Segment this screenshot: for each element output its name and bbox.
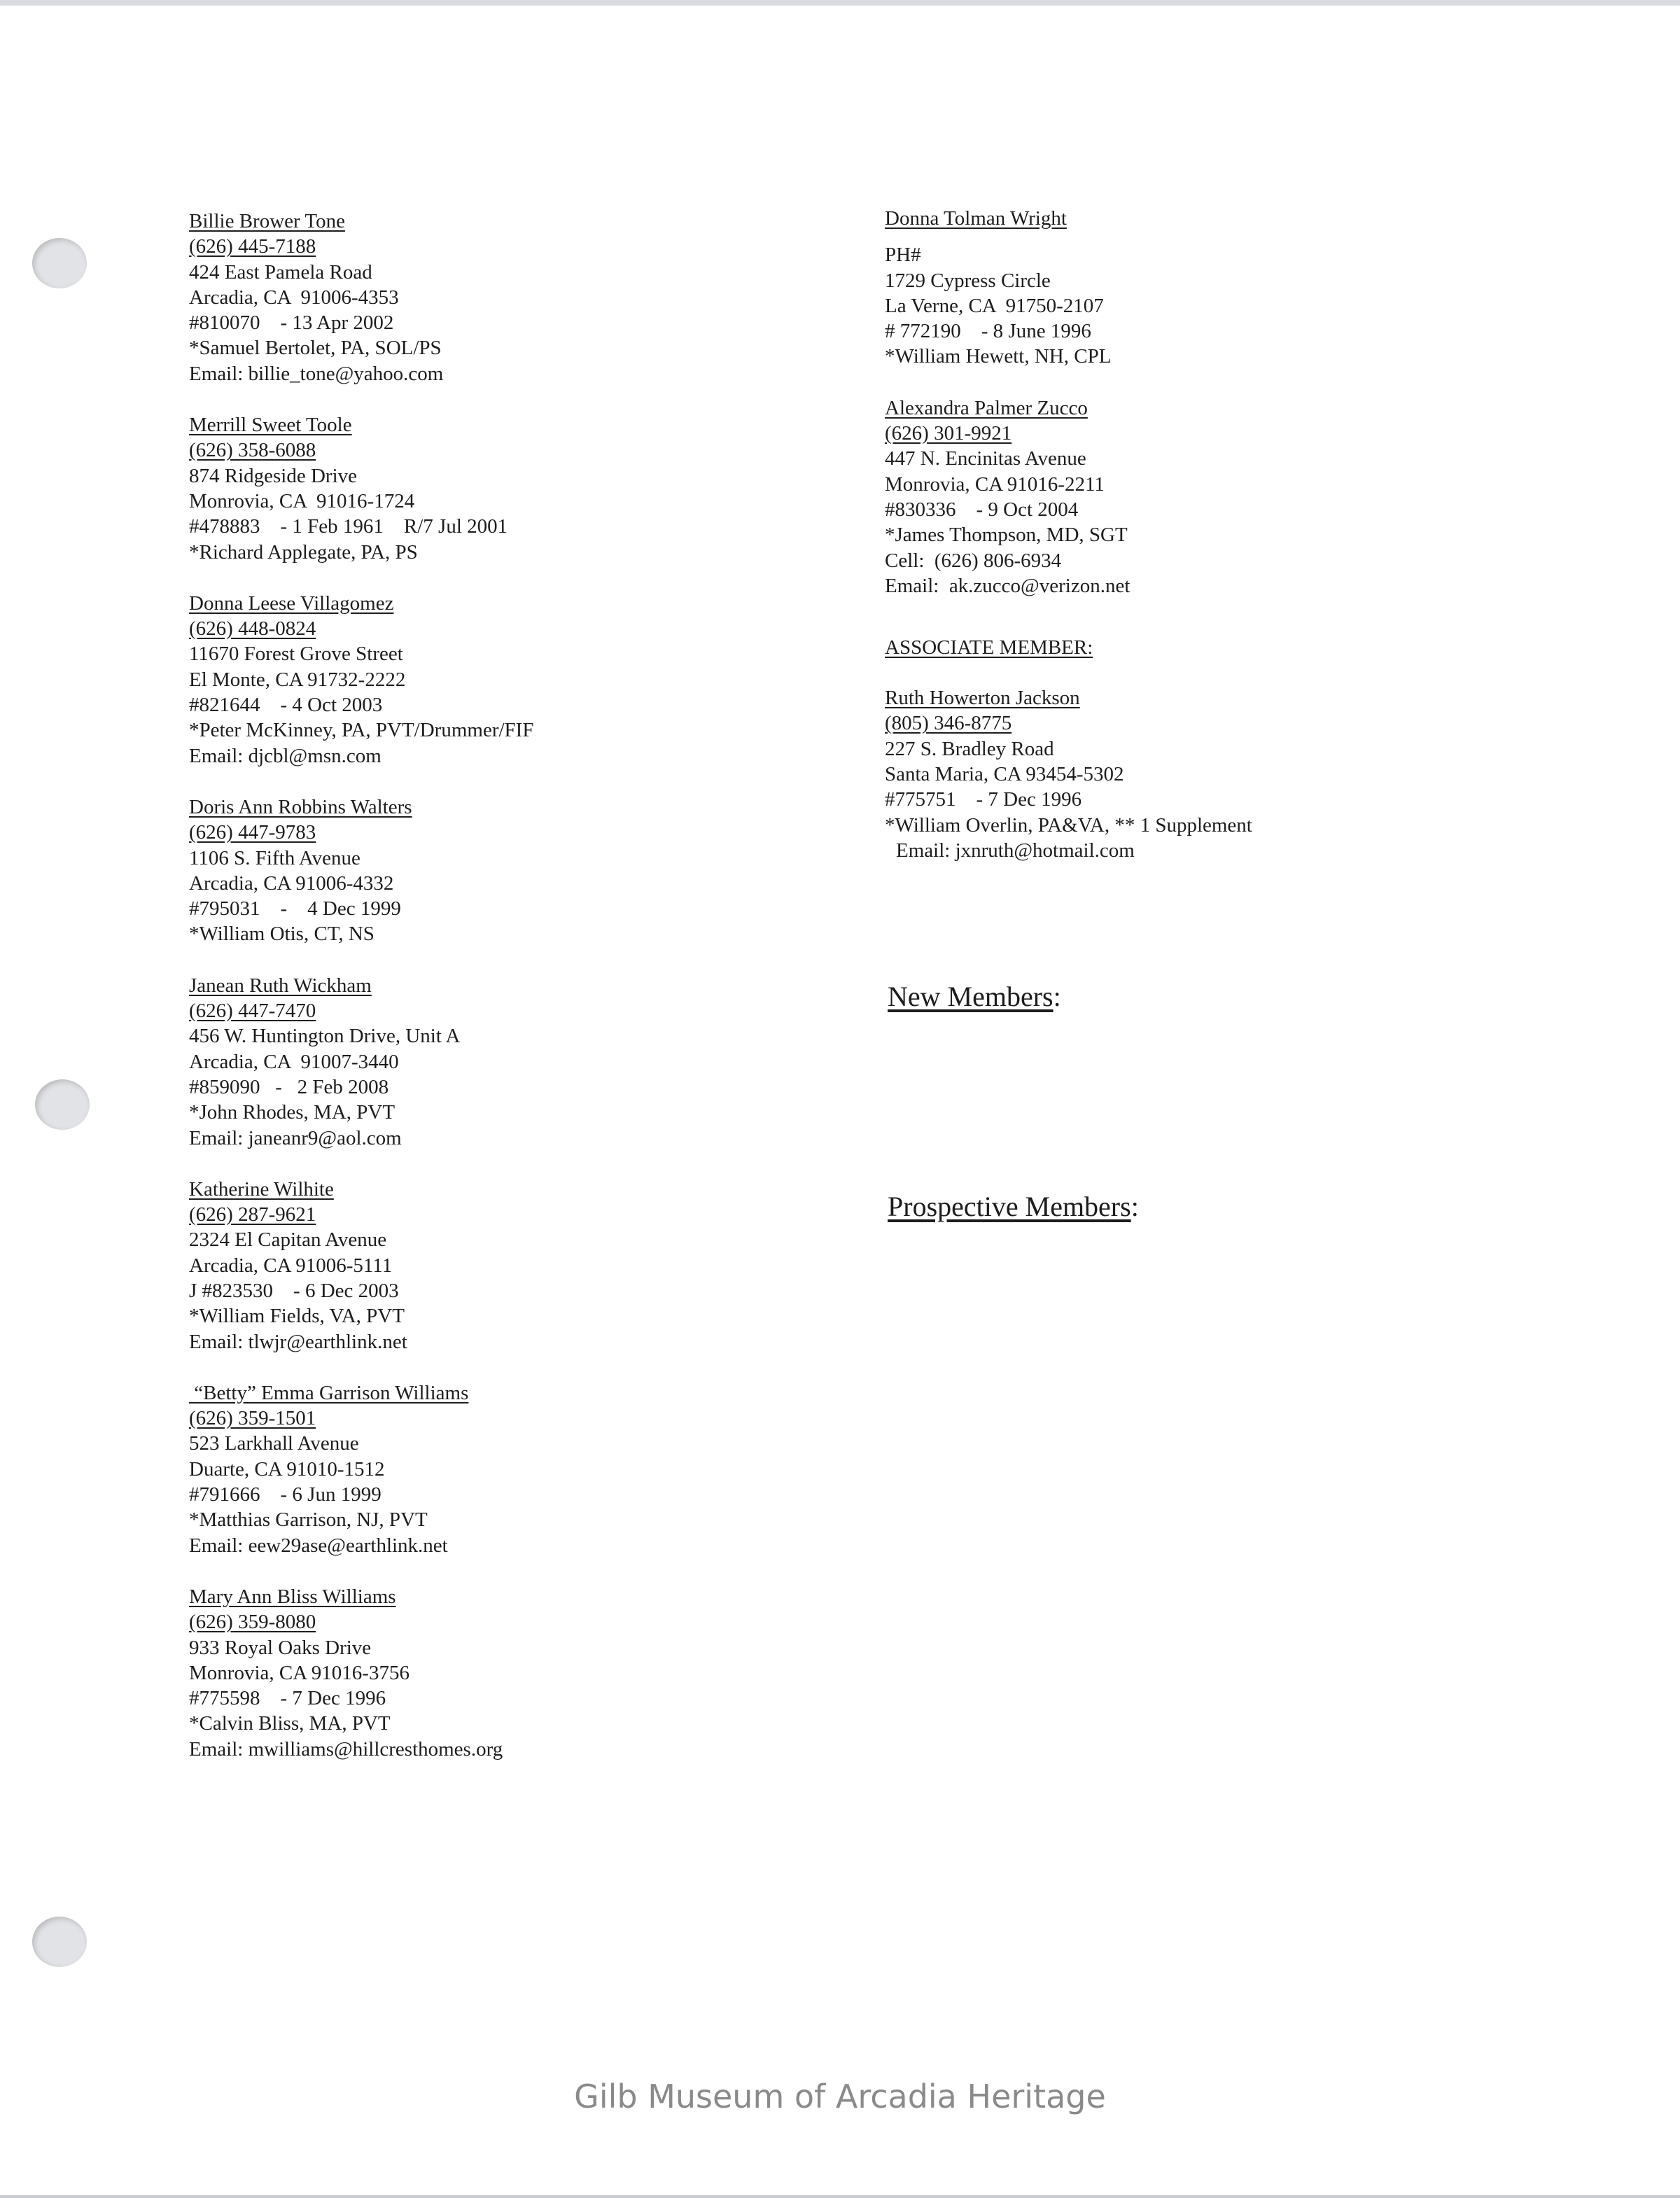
member-ancestor: *William Overlin, PA&VA, ** 1 Supplement: [885, 813, 1252, 836]
member-list-right: [885, 206, 1585, 889]
member-city: Monrovia, CA 91016-2211: [885, 472, 1105, 496]
member-number: #810070 - 13 Apr 2002: [189, 312, 394, 335]
footer-watermark: Gilb Museum of Arcadia Heritage: [574, 2078, 1106, 2115]
member-ancestor: *William Fields, VA, PVT: [189, 1305, 405, 1328]
member-city: Santa Maria, CA 93454-5302: [885, 763, 1124, 786]
member-city: Duarte, CA 91010-1512: [189, 1457, 385, 1480]
member-city: Arcadia, CA 91007-3440: [189, 1050, 399, 1073]
member-number: #775598 - 7 Dec 1996: [189, 1687, 386, 1710]
member-ancestor: *Peter McKinney, PA, PVT/Drummer/FIF: [189, 719, 534, 742]
member-email: Email: jxnruth@hotmail.com: [896, 839, 1135, 862]
member-entry: [885, 685, 1585, 863]
member-name: Donna Tolman Wright: [885, 207, 1067, 230]
member-name: Katherine Wilhite: [189, 1177, 334, 1200]
member-city: La Verne, CA 91750-2107: [885, 294, 1104, 317]
member-phone: (626) 359-8080: [189, 1611, 316, 1634]
member-address: 1106 S. Fifth Avenue: [189, 846, 360, 869]
member-phone: (626) 448-0824: [189, 617, 316, 640]
member-entry: [189, 1177, 889, 1354]
member-phone: (805) 346-8775: [885, 712, 1012, 735]
member-ancestor: *Samuel Bertolet, PA, SOL/PS: [189, 337, 442, 360]
member-name: Janean Ruth Wickham: [189, 974, 372, 997]
member-phone: (626) 447-9783: [189, 821, 316, 844]
member-ancestor: *Calvin Bliss, MA, PVT: [189, 1712, 391, 1735]
member-email: Email: mwilliams@hillcresthomes.org: [189, 1737, 503, 1760]
member-name: Mary Ann Bliss Williams: [189, 1585, 396, 1608]
member-email: Email: djcbl@msn.com: [189, 744, 382, 767]
member-city: Arcadia, CA 91006-5111: [189, 1254, 393, 1277]
member-city: El Monte, CA 91732-2222: [189, 668, 406, 691]
member-ancestor: *James Thompson, MD, SGT: [885, 524, 1128, 547]
member-phone: (626) 359-1501: [189, 1407, 316, 1430]
member-city: Arcadia, CA 91006-4353: [189, 286, 399, 309]
associate-member-heading: ASSOCIATE MEMBER:: [885, 636, 1093, 659]
punch-hole-top: [32, 238, 87, 288]
member-address: 933 Royal Oaks Drive: [189, 1636, 372, 1659]
member-address: 424 East Pamela Road: [189, 260, 372, 284]
member-address: 447 N. Encinitas Avenue: [885, 447, 1086, 470]
member-email: Email: billie_tone@yahoo.com: [189, 362, 444, 385]
member-number: #795031 - 4 Dec 1999: [189, 897, 401, 920]
new-members-title: New Members: [888, 981, 1054, 1012]
member-phone: (626) 287-9621: [189, 1203, 316, 1226]
member-entry: [189, 1584, 889, 1762]
member-entry: [885, 206, 1585, 370]
member-email: Email: janeanr9@aol.com: [189, 1126, 402, 1149]
member-email: Email: eew29ase@earthlink.net: [189, 1534, 448, 1557]
member-number: #775751 - 7 Dec 1996: [885, 788, 1082, 811]
member-city: Monrovia, CA 91016-1724: [189, 489, 415, 512]
member-phone-label: PH#: [885, 244, 921, 267]
page-top-edge: [0, 0, 1680, 6]
member-number: #859090 - 2 Feb 2008: [189, 1075, 389, 1098]
member-entry: [885, 396, 1585, 598]
member-name: Billie Brower Tone: [189, 210, 345, 232]
member-email: Email: tlwjr@earthlink.net: [189, 1330, 407, 1353]
member-name: Ruth Howerton Jackson: [885, 687, 1080, 710]
member-ancestor: *Richard Applegate, PA, PS: [189, 540, 418, 564]
member-ancestor: *Matthias Garrison, NJ, PVT: [189, 1508, 428, 1532]
member-number: J #823530 - 6 Dec 2003: [189, 1279, 399, 1302]
heading-colon: :: [1130, 1191, 1139, 1222]
member-name: Merrill Sweet Toole: [189, 414, 352, 437]
member-entry: [189, 412, 889, 565]
member-city: Arcadia, CA 91006-4332: [189, 872, 394, 895]
punch-hole-bottom: [32, 1917, 87, 1967]
member-name: Doris Ann Robbins Walters: [189, 795, 412, 818]
member-number: #821644 - 4 Oct 2003: [189, 694, 383, 717]
member-number: #478883 - 1 Feb 1961 R/7 Jul 2001: [189, 515, 508, 538]
page-bottom-edge: [0, 2195, 1680, 2198]
member-number: #791666 - 6 Jun 1999: [189, 1483, 382, 1506]
member-cell: Cell: (626) 806-6934: [885, 549, 1062, 572]
member-address: 227 S. Bradley Road: [885, 737, 1054, 760]
member-name: “Betty” Emma Garrison Williams: [189, 1381, 469, 1404]
new-members-heading: [888, 980, 1061, 1014]
member-name: Alexandra Palmer Zucco: [885, 396, 1088, 419]
member-address: 11670 Forest Grove Street: [189, 643, 403, 666]
member-address: 456 W. Huntington Drive, Unit A: [189, 1025, 461, 1048]
prospective-members-title: Prospective Members: [888, 1191, 1131, 1222]
member-phone: (626) 447-7470: [189, 1000, 316, 1023]
member-number: # 772190 - 8 June 1996: [885, 320, 1091, 343]
member-phone: (626) 445-7188: [189, 235, 316, 258]
member-ancestor: *William Otis, CT, NS: [189, 923, 374, 946]
member-list-left: [189, 209, 889, 1788]
prospective-members-heading: [888, 1190, 1139, 1224]
member-address: 523 Larkhall Avenue: [189, 1432, 359, 1455]
member-ancestor: *William Hewett, NH, CPL: [885, 345, 1112, 368]
member-name: Donna Leese Villagomez: [189, 592, 394, 615]
member-entry: [189, 1380, 889, 1558]
member-ancestor: *John Rhodes, MA, PVT: [189, 1101, 396, 1124]
member-entry: [189, 209, 889, 386]
member-entry: [189, 794, 889, 947]
member-number: #830336 - 9 Oct 2004: [885, 498, 1079, 521]
member-phone: (626) 358-6088: [189, 439, 316, 462]
member-address: 2324 El Capitan Avenue: [189, 1228, 387, 1252]
member-address: 1729 Cypress Circle: [885, 269, 1051, 292]
member-address: 874 Ridgeside Drive: [189, 464, 358, 487]
member-city: Monrovia, CA 91016-3756: [189, 1661, 410, 1684]
member-entry: [189, 591, 889, 769]
member-phone: (626) 301-9921: [885, 422, 1012, 445]
heading-colon: :: [1053, 981, 1061, 1012]
member-email: Email: ak.zucco@verizon.net: [885, 574, 1130, 597]
member-entry: [189, 973, 889, 1151]
punch-hole-middle: [35, 1079, 90, 1130]
